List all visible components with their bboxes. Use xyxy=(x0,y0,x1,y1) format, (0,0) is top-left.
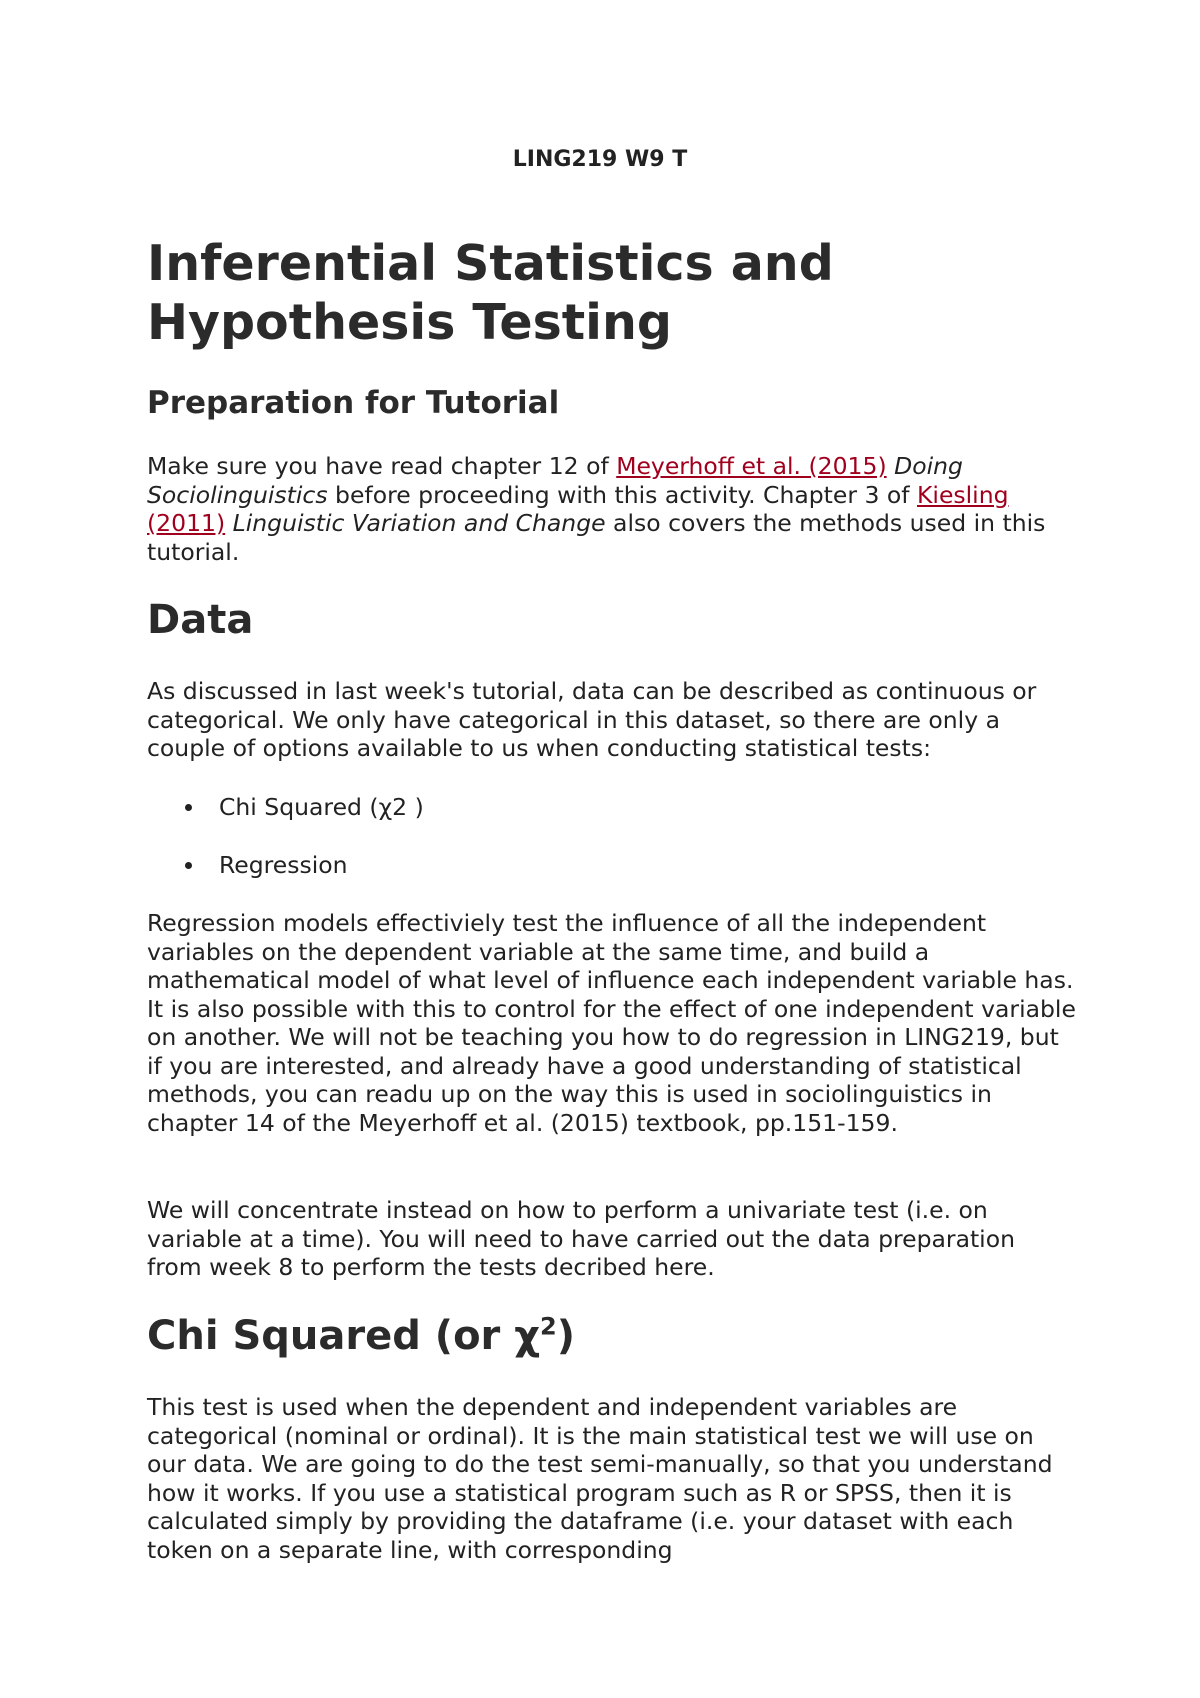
regression-paragraph: Regression models effectiviely test the influence of all the independent variables on the dependent variable at the same time, and build a mathematical model of what level of influence each independent variable has. It is also possible with this to control for the effect of one independent variable on another. We will not be teaching you how to do regression in LING219, but if you are interested, and already have a good understanding of statistical methods, you can readu up on the way this is used in sociolinguistics in chapter 14 of the Meyerhoff et al. (2015) textbook, pp.151-159. xyxy=(147,909,1076,1137)
data-intro-paragraph: As discussed in last week's tutorial, data can be described as continuous or categorical. We only have categorical in this dataset, so there are only a couple of options available to us when conducting statistical tests: xyxy=(147,677,1037,762)
chi-squared-paragraph: This test is used when the dependent and independent variables are categorical (nominal or ordinal). It is the main statistical test we will use on our data. We are going to do the test semi-manually, so that you understand how it works. If you use a statistical program such as R or SPSS, then it is calculated simply by providing the dataframe (i.e. your dataset with each token on a separate line, with corresponding xyxy=(147,1393,1053,1564)
page-title-line-2: Hypothesis Testing xyxy=(147,294,672,351)
book-title-doing-sociolinguistics: Doing Sociolinguistics xyxy=(147,452,963,509)
chi-squared-superscript: 2 xyxy=(540,1312,557,1341)
page-title xyxy=(147,234,834,352)
preparation-paragraph xyxy=(147,452,1077,566)
data-heading: Data xyxy=(147,597,254,643)
preparation-text-1: Make sure you have read chapter 12 of xyxy=(147,452,617,480)
chi-squared-heading: Chi Squared (or $\chi^2$) xyxy=(147,1312,575,1359)
univariate-paragraph: We will concentrate instead on how to perform a univariate test (i.e. on variable at a time). You will need to have carried out the data preparation from week 8 to perform the tests decribed here. xyxy=(147,1196,1015,1281)
preparation-text-3: also covers the methods used in this tutorial. xyxy=(147,509,1046,566)
preparation-heading: Preparation for Tutorial xyxy=(147,385,560,421)
preparation-text-2: before proceeding with this activity. Chapter 3 of xyxy=(327,480,918,509)
test-options-list xyxy=(147,793,1047,879)
list-item-chi-squared: Chi Squared (χ2 ) xyxy=(147,793,1047,822)
page-title-line-1: Inferential Statistics and xyxy=(147,235,834,292)
document-code-header: LING219 W9 T xyxy=(512,147,688,172)
kiesling-link[interactable]: Kiesling (2011) xyxy=(147,480,1009,537)
list-item-regression: Regression xyxy=(147,851,1047,880)
book-title-linguistic-variation: Linguistic Variation and Change xyxy=(232,509,606,537)
bullet-icon xyxy=(185,862,192,869)
bullet-icon xyxy=(185,804,192,811)
meyerhoff-link[interactable]: Meyerhoff et al. (2015) xyxy=(616,452,887,480)
